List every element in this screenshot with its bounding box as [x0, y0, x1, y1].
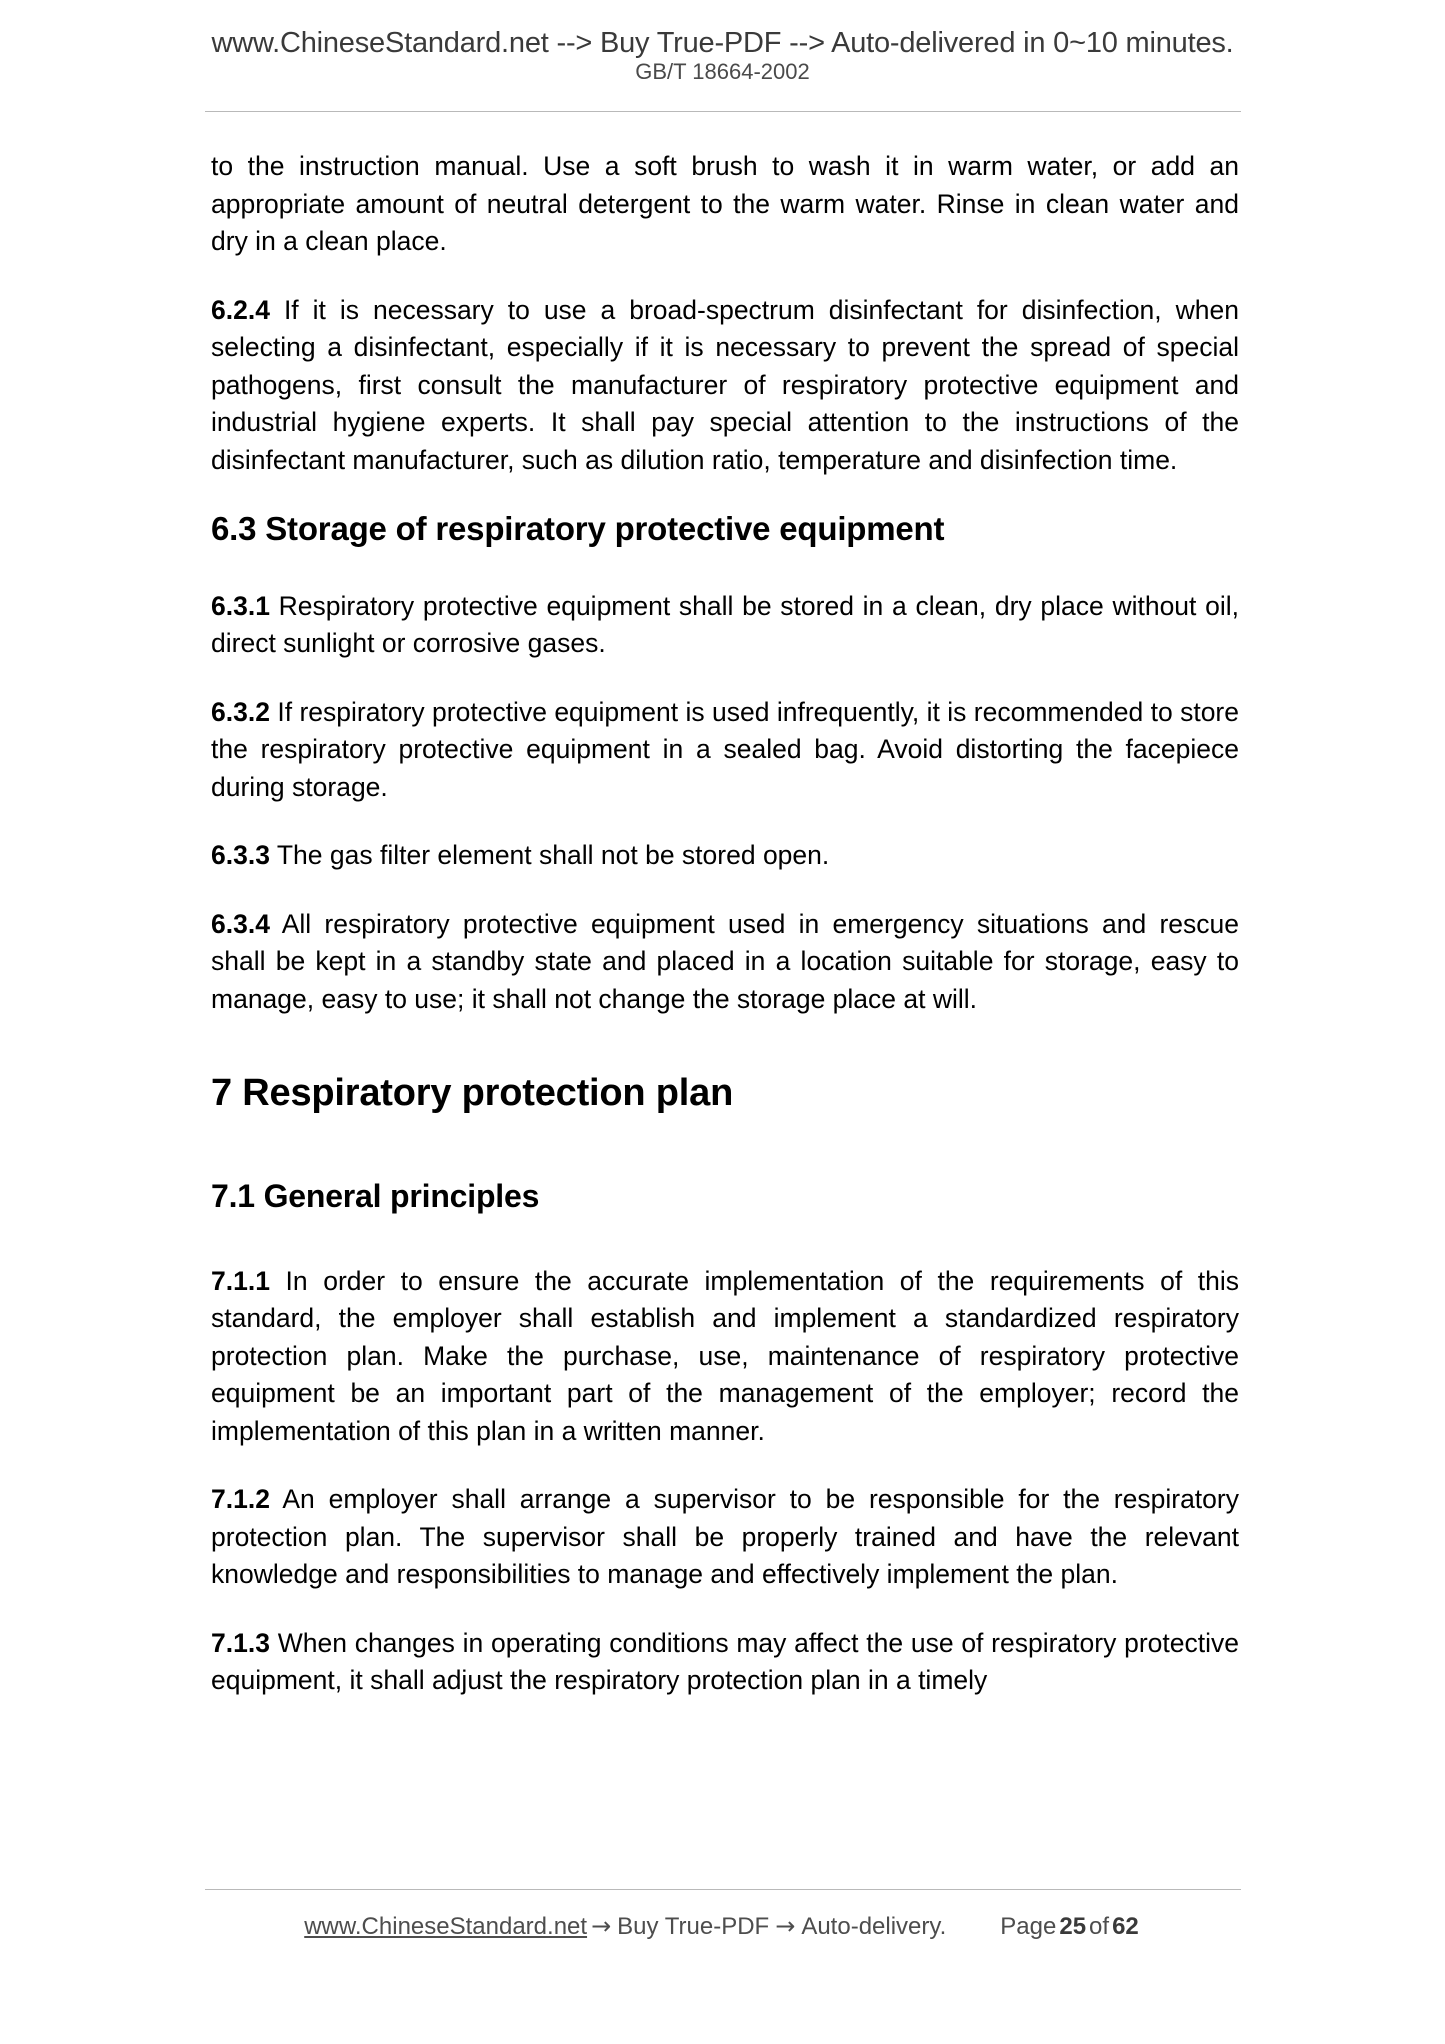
header-divider [205, 111, 1241, 112]
page-footer [205, 1912, 1241, 1941]
header-standard-code: GB/T 18664-2002 [635, 59, 810, 85]
clause-number: 6.3.3 [211, 840, 270, 871]
clause-number: 7.1.1 [211, 1265, 270, 1296]
clause-text: Respiratory protective equipment shall be stored in a clean, dry place without oil, direct sunlight or corrosive gases. [211, 590, 1239, 659]
of-label: of [1089, 1913, 1110, 1940]
clause-number: 6.3.1 [211, 590, 270, 621]
clause-text: If respiratory protective equipment is used infrequently, it is recommended to store the respiratory protective equipment in a sealed bag. Avoid distorting the facepiece during storage. [211, 696, 1239, 802]
total-page-number: 62 [1112, 1913, 1139, 1940]
clause-number: 6.2.4 [211, 294, 270, 325]
clause-6-3-1 [211, 588, 1239, 663]
current-page-number: 25 [1059, 1913, 1087, 1940]
page-label: Page [1000, 1913, 1057, 1940]
clause-6-2-4 [211, 292, 1239, 480]
clause-6-3-3 [211, 837, 1239, 875]
heading-7: 7 Respiratory protection plan [211, 1072, 734, 1115]
clause-7-1-1 [211, 1263, 1239, 1451]
header-promo-text: www.ChineseStandard.net --> Buy True-PDF --> Auto-delivered in 0~10 minutes. [211, 27, 1234, 59]
clause-6-3-4 [211, 906, 1239, 1019]
clause-number: 7.1.3 [211, 1627, 270, 1658]
footer-buy-label: Buy True-PDF [617, 1913, 770, 1940]
clause-7-1-2 [211, 1481, 1239, 1594]
clause-text: An employer shall arrange a supervisor to be responsible for the respiratory protection plan. The supervisor shall be properly trained and have the relevant knowledge and responsibilities to manage and effectively implement the plan. [211, 1484, 1239, 1590]
arrow-right-icon: → [775, 1912, 796, 1940]
clause-6-3-2 [211, 694, 1239, 807]
heading-6-3: 6.3 Storage of respiratory protective equipment [211, 510, 945, 547]
clause-number: 6.3.4 [211, 908, 270, 939]
clause-number: 7.1.2 [211, 1484, 270, 1515]
document-body [211, 148, 1239, 1700]
arrow-right-icon: → [591, 1912, 612, 1940]
page-header [0, 28, 1445, 84]
footer-url-link[interactable]: www.ChineseStandard.net [304, 1913, 588, 1940]
clause-text: In order to ensure the accurate implementation of the requirements of this standard, the employer shall establish and implement a standardized respiratory protection plan. Make the purchase, use, maintenance of respiratory protective equipment be an important part of the management of the employer; record the implementation of this plan in a written manner. [211, 1265, 1239, 1446]
heading-7-1: 7.1 General principles [211, 1178, 540, 1215]
footer-divider [205, 1889, 1241, 1890]
footer-page-indicator [1000, 1913, 1141, 1940]
clause-text: When changes in operating conditions may affect the use of respiratory protective equipment, it shall adjust the respiratory protection plan in a timely [211, 1627, 1239, 1696]
footer-delivery-label: Auto-delivery. [801, 1913, 947, 1940]
clause-text: The gas filter element shall not be stored open. [276, 840, 830, 871]
clause-text: All respiratory protective equipment used in emergency situations and rescue shall be kept in a standby state and placed in a location suitable for storage, easy to manage, easy to use; it shall not change the storage place at will. [211, 908, 1239, 1014]
clause-number: 6.3.2 [211, 696, 270, 727]
clause-text: If it is necessary to use a broad-spectrum disinfectant for disinfection, when selecting a disinfectant, especially if it is necessary to prevent the spread of special pathogens, first consult the manufacturer of respiratory protective equipment and industrial hygiene experts. It shall pay special attention to the instructions of the disinfectant manufacturer, such as dilution ratio, temperature and disinfection time. [211, 294, 1239, 475]
paragraph-continued: to the instruction manual. Use a soft brush to wash it in warm water, or add an appropriate amount of neutral detergent to the warm water. Rinse in clean water and dry in a clean place. [211, 151, 1239, 256]
clause-7-1-3 [211, 1625, 1239, 1700]
